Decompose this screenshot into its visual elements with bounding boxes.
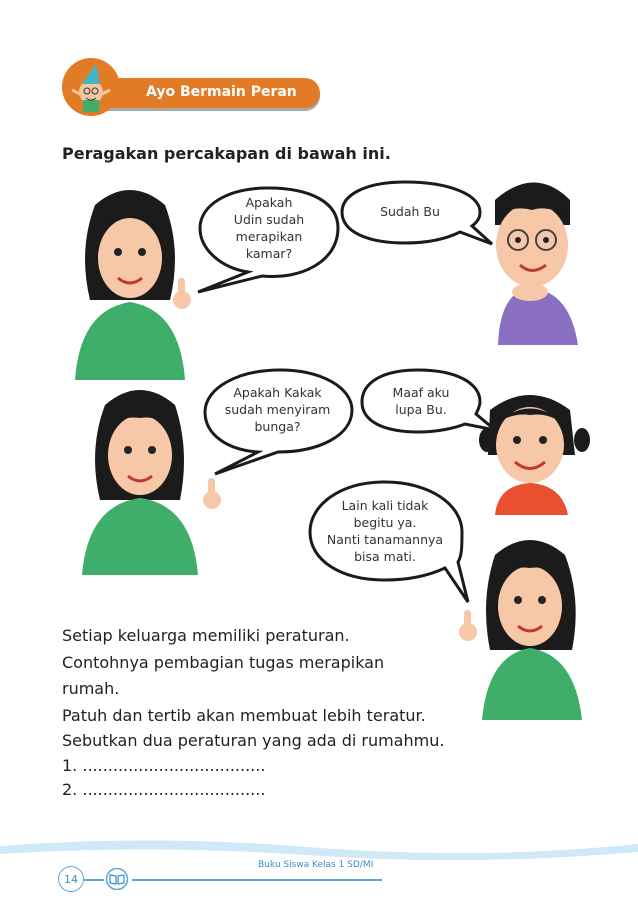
- book-title: Buku Siswa Kelas 1 SD/MI: [258, 860, 374, 870]
- page-number: 14: [58, 866, 84, 892]
- girl-mother-figure-2: [82, 390, 221, 575]
- bubble-line: Lain kali tidak: [341, 498, 429, 513]
- answer-line-1: 1. ....................................: [62, 756, 266, 775]
- bubble-line: Apakah Kakak: [233, 385, 322, 400]
- book-icon: [104, 868, 130, 890]
- bubble-line: Sudah Bu: [380, 204, 440, 219]
- bubble-line: sudah menyiram: [224, 402, 331, 417]
- footer-wave: [0, 838, 638, 903]
- body-line: Contohnya pembagian tugas merapikan: [62, 653, 385, 672]
- bubble-line: Apakah: [245, 195, 293, 210]
- body-line: rumah.: [62, 679, 120, 698]
- bubble-line: lupa Bu.: [395, 402, 447, 417]
- body-line: Patuh dan tertib akan membuat lebih teratur.: [62, 706, 426, 725]
- answer-line-2: 2. ....................................: [62, 780, 266, 799]
- page-footer: [0, 838, 638, 903]
- instruction-text: Peragakan percakapan di bawah ini.: [62, 144, 391, 163]
- bubble-boy-answer: [350, 203, 470, 220]
- bubble-line: bisa mati.: [354, 549, 416, 564]
- bubble-line: begitu ya.: [353, 515, 417, 530]
- girl-mother-figure-1: [75, 190, 191, 380]
- bubble-line: bunga?: [254, 419, 301, 434]
- body-line: Sebutkan dua peraturan yang ada di rumahmu.: [62, 731, 445, 750]
- bubble-line: Nanti tanamannya: [326, 532, 444, 547]
- sister-figure: [479, 395, 590, 515]
- footer-divider: [84, 879, 104, 881]
- body-line: Setiap keluarga memiliki peraturan.: [62, 626, 350, 645]
- boy-figure: [495, 183, 578, 346]
- bubble-mother-question-1: [210, 194, 328, 262]
- bubble-line: Maaf aku: [392, 385, 450, 400]
- bubble-line: Udin sudah: [233, 212, 305, 227]
- footer-divider: [132, 879, 382, 881]
- bubble-line: kamar?: [245, 246, 293, 261]
- bubble-line: merapikan: [235, 229, 303, 244]
- section-badge-label: Ayo Bermain Peran: [146, 84, 297, 100]
- bubble-mother-question-2: [210, 384, 345, 435]
- girl-mother-figure-3: [459, 540, 582, 720]
- bubble-mother-advice: [312, 497, 458, 565]
- bubble-sister-answer: [368, 384, 474, 418]
